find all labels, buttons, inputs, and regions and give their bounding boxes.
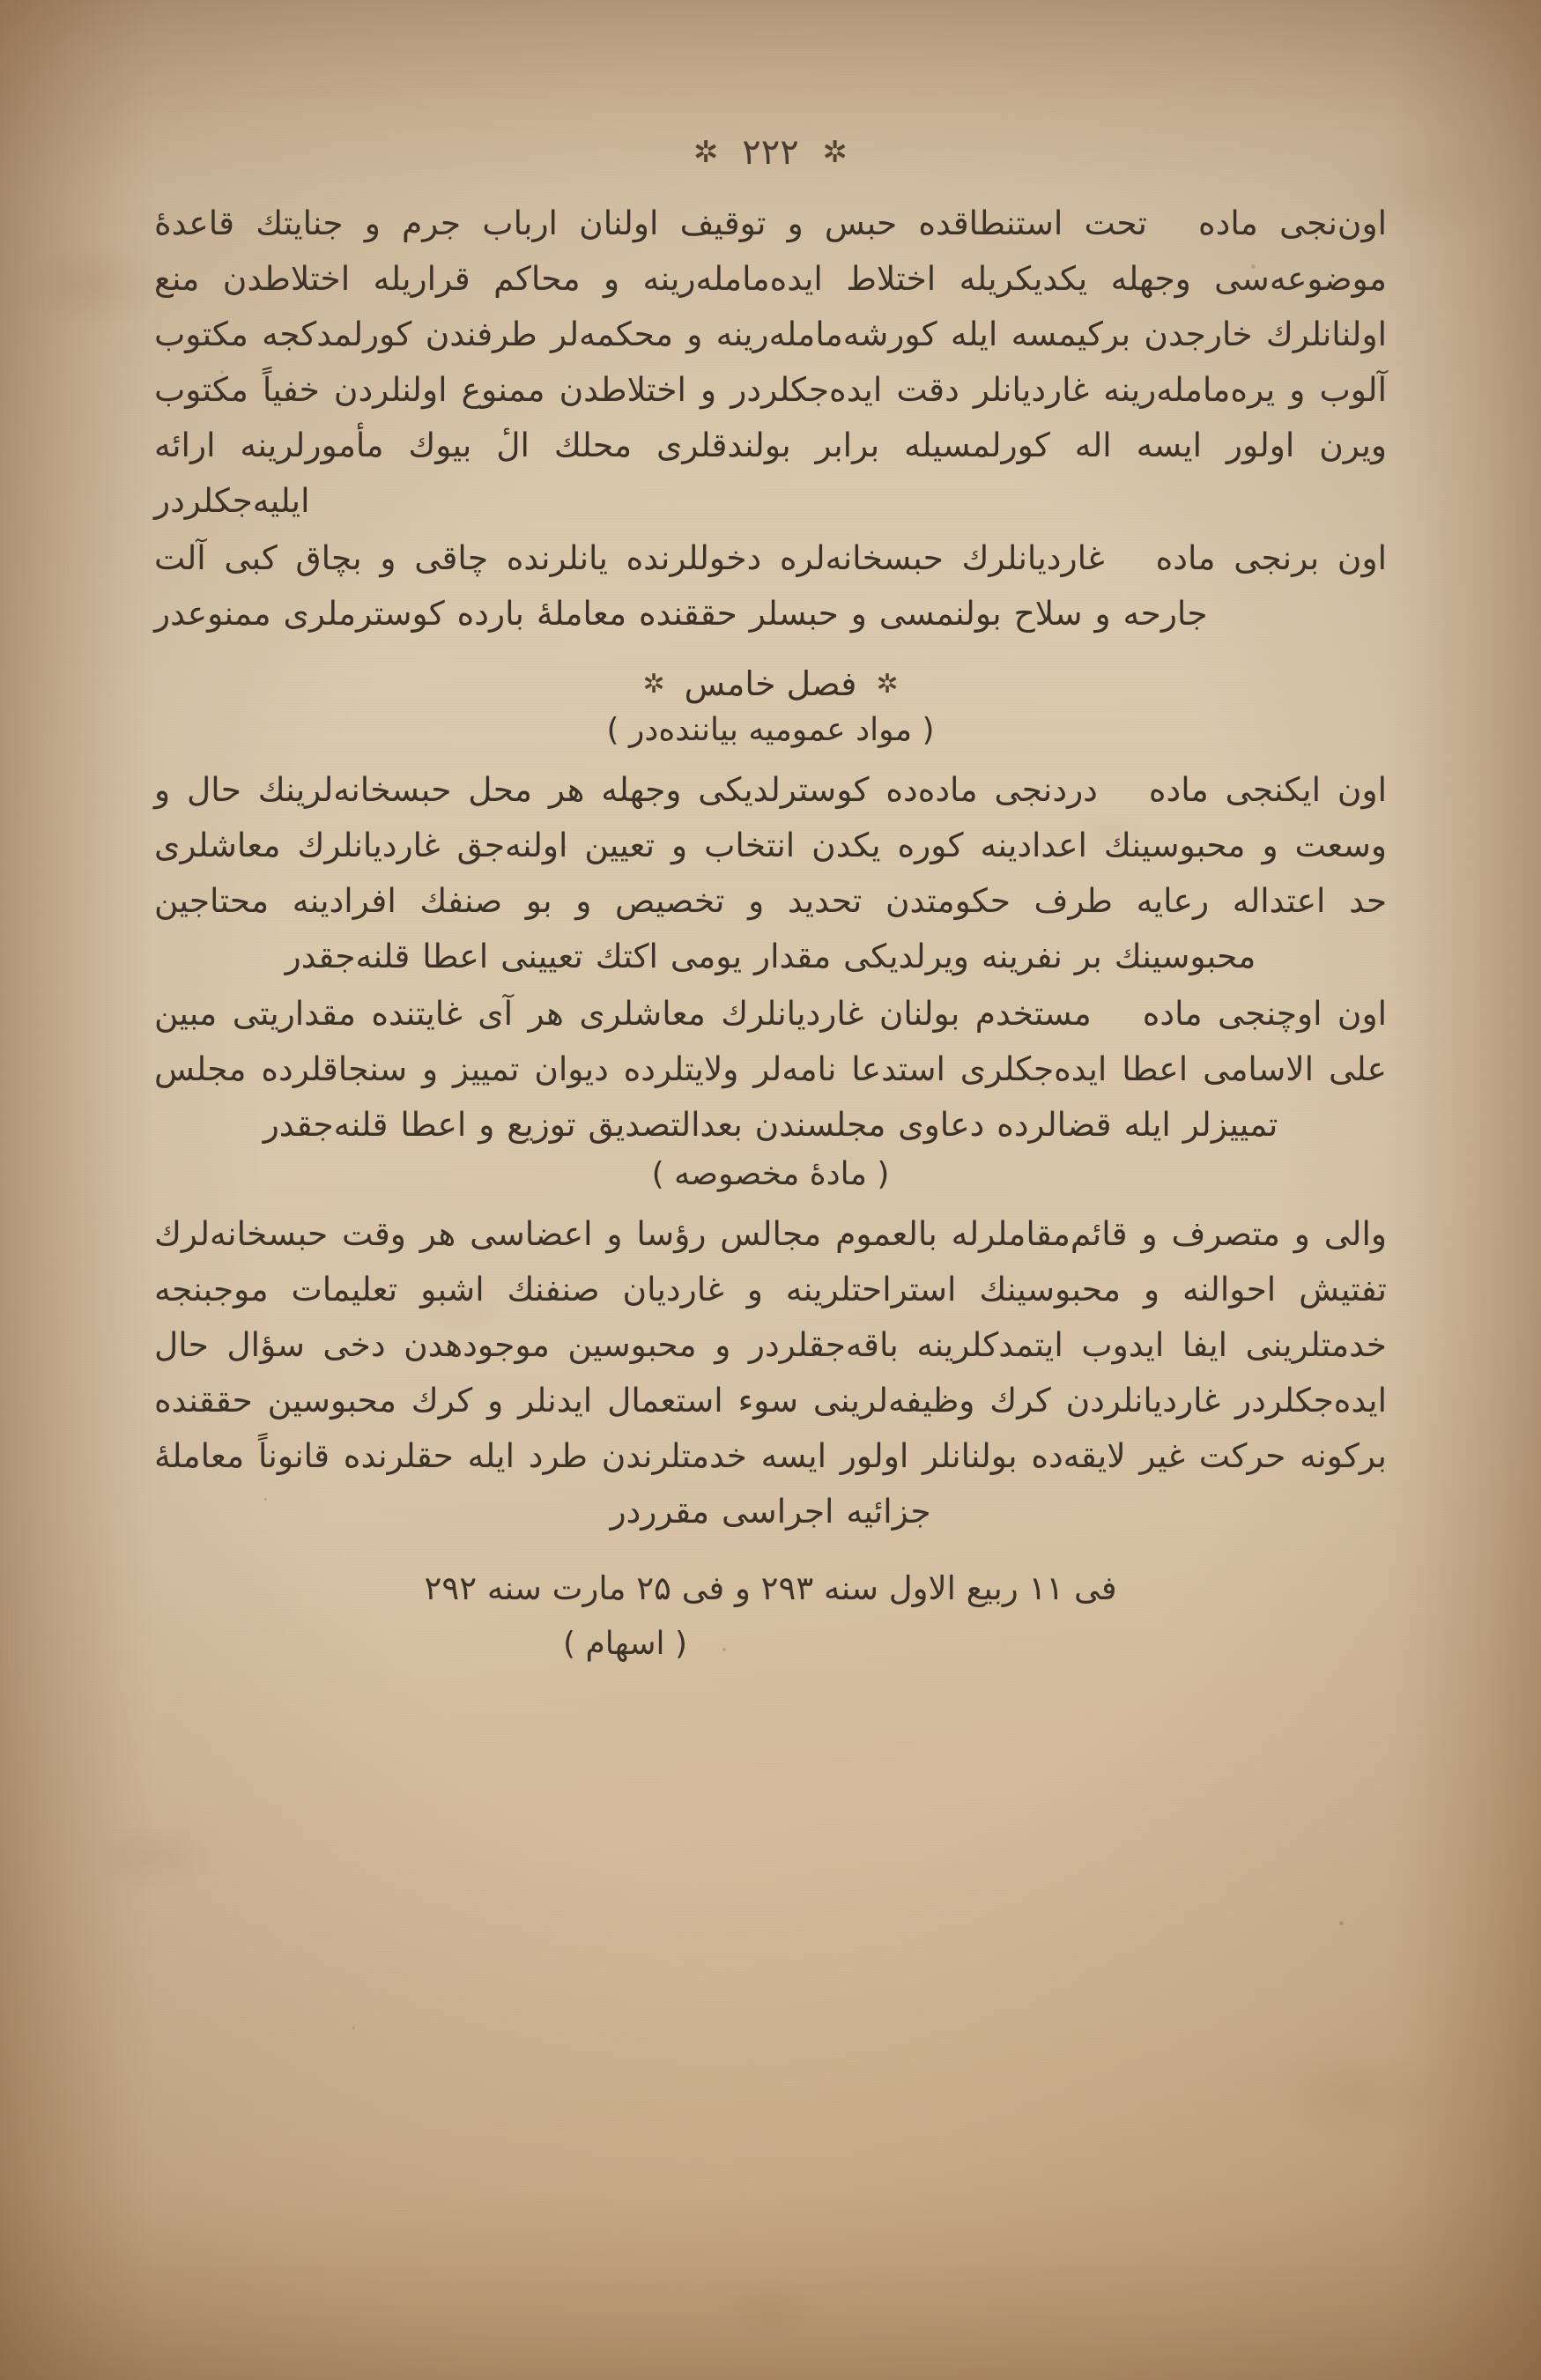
chapter-heading [154, 664, 1387, 703]
date-line: فی ۱۱ ربیع الاول سنه ۲۹۳ و فی ۲۵ مارت سنه ۲۹۲ [424, 1569, 1117, 1607]
ornament-icon: ✲ [642, 669, 665, 700]
page-number: ٢٢٢ [742, 132, 799, 173]
article-lead-label: اون برنجی ماده [1155, 538, 1387, 577]
chapter-subheading: ( مواد عمومیه بیاننده‌در ) [606, 712, 935, 748]
article-body-text: دردنجی ماده‌ده كوسترلدیكی وجهله هر محل حبسخانه‌لرینك حال و وسعت و محبوسینك اعدادینه كوره یكدن انتخاب و تعیین اولنه‌جق غاردیانلرك معاشلری حد اعتداله رعایه طرف حكومتدن تحدید و تخصیص و بو صنفك افرادینه محتاجین محبوسینك بر نفرینه ویرلدیكی مقدار یومی اكتك تعیینی اعطا قلنه‌جقدر [154, 770, 1387, 975]
page-content [154, 132, 1387, 1670]
article-lead-label: اون‌نجی ماده [1197, 204, 1387, 242]
article-paragraph [154, 530, 1387, 641]
article-paragraph [154, 762, 1387, 984]
ornament-icon: ✲ [822, 135, 848, 170]
article-lead-label: اون ایكنجی ماده [1148, 770, 1387, 809]
paper-speck [1339, 1921, 1344, 1925]
page-header [154, 132, 1387, 173]
ornament-icon: ✲ [876, 669, 899, 700]
article-paragraph [154, 986, 1387, 1153]
article-body-text: غاردیانلرك حبسخانه‌لره دخوللرنده یانلرنده چاقی و بچاق كبی آلت جارحه و سلاح بولنمسی و حبسلر حققنده معاملهٔ بارده كوسترملری ممنوعدر [154, 538, 1208, 633]
article-body-text: مستخدم بولنان غاردیانلرك معاشلری هر آی غایتنده مقداریتی مبین علی الاسامی اعطا ایده‌جكلری استدعا نامه‌لر ولایتلرده دیوان تمییز و سنجاقلرده مجلس تمییزلر ایله قضالرده دعاوی مجلسندن بعدالتصدیق توزیع و اعطا قلنه‌جقدر [154, 994, 1387, 1144]
article-lead-label: اون اوچنجی ماده [1142, 994, 1387, 1033]
article-body-text: والی و متصرف و قائم‌مقاملرله بالعموم مجالس رؤسا و اعضاسی هر وقت حبسخانه‌لرك تفتیش احوالنه و محبوسینك استراحتلرینه و غاردیان صنفنك اشبو تعلیمات موجبنجه خدمتلرینی ایفا ایدوب ایتمدكلرینه باقه‌جقلردر و محبوسین موجودهدن دخی سؤال حال ایده‌جكلردر غاردیانلردن كرك وظیفه‌لرینی سوء استعمال ایدنلر و كرك محبوسین حققنده بركونه حركت غیر لایقه‌ده بولنانلر اولور ایسه خدمتلرندن طرد ایله حقلرنده قانوناً معاملهٔ جزائیه اجراسی مقرردر [154, 1214, 1387, 1531]
signature-line: ( اسهام ) [563, 1626, 687, 1662]
ornament-icon: ✲ [693, 135, 719, 170]
article-paragraph [154, 196, 1387, 529]
special-article-paragraph [154, 1206, 1387, 1539]
chapter-title: فصل خامس [684, 664, 857, 703]
paper-speck [352, 2027, 355, 2029]
article-body-text: تحت استنطاقده حبس و توقیف اولنان ارباب جرم و جنایتك قاعدهٔ موضوعه‌سی وجهله یكدیكریله اختلاط ایده‌مامله‌رینه و محاكم قراریله اختلاطدن منع اولنانلرك خارجدن بركیمسه ایله كورشه‌مامله‌رینه و محكمه‌لر طرفندن كورلمدكجه مكتوب آلوب و یره‌مامله‌رینه غاردیانلر دقت ایده‌جكلردر و اختلاطدن ممنوع اولنلردن خفیاً مكتوب ویرن اولور ایسه اله كورلمسیله برابر بولندقلری محلك الٔ بیوك مأمورلرینه ارائه ایلیه‌جكلردر [154, 204, 1387, 520]
special-subheading: ( مادهٔ مخصوصه ) [651, 1156, 890, 1192]
